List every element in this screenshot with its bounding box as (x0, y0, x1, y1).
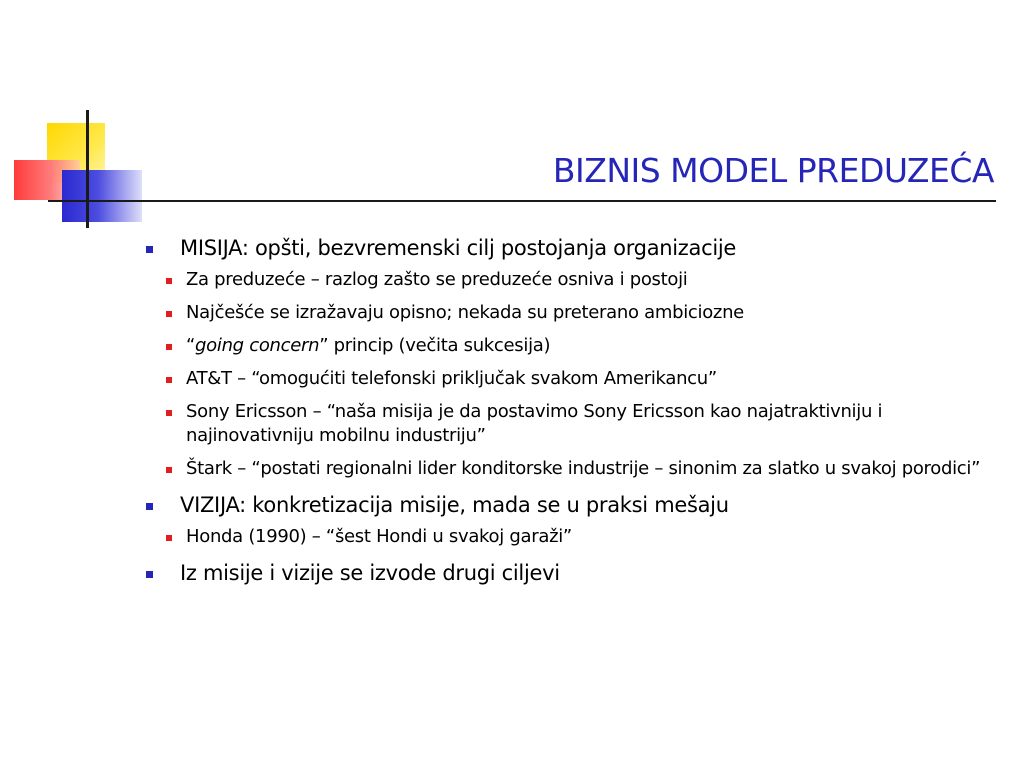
square-bullet-icon (166, 344, 172, 350)
slide-content (140, 234, 1000, 591)
sub-bullet-item (140, 367, 1000, 391)
square-bullet-icon (166, 467, 172, 473)
sub-bullet-text: Honda (1990) – “šest Hondi u svakoj garaži” (186, 526, 572, 547)
sub-bullet-text: Sony Ericsson – “naša misija je da postavimo Sony Ericsson kao najatraktivniju i najinovativniju mobilnu industriju” (186, 401, 883, 446)
square-bullet-icon (166, 311, 172, 317)
sub-bullet-item (140, 400, 1000, 448)
sub-bullet-item (140, 268, 1000, 292)
sub-bullet-text-suffix: ” princip (večita sukcesija) (319, 335, 551, 356)
sub-bullet-text: Štark – “postati regionalni lider konditorske industrije – sinonim za slatko u svakoj porodici” (186, 458, 981, 479)
sub-bullet-item (140, 525, 1000, 549)
blue-square-shape (62, 170, 142, 222)
bullet-misija (140, 234, 1000, 262)
sub-bullet-item (140, 334, 1000, 358)
bullet-vizija (140, 491, 1000, 519)
square-bullet-icon (146, 246, 153, 253)
bullet-text: Iz misije i vizije se izvode drugi ciljevi (180, 561, 560, 585)
sub-bullet-italic-term: going concern (195, 335, 320, 356)
bullet-text: MISIJA: opšti, bezvremenski cilj postojanja organizacije (180, 236, 737, 260)
sub-bullet-text-prefix: “ (186, 335, 196, 356)
title-underline-rule (48, 200, 996, 202)
sub-bullet-text: Najčešće se izražavaju opisno; nekada su preterano ambiciozne (186, 302, 744, 323)
slide-title: BIZNIS MODEL PREDUZEĆA (552, 151, 994, 190)
slide-logo-decoration (0, 0, 160, 240)
sub-bullet-item (140, 457, 1000, 481)
sub-list-container (140, 525, 1000, 549)
vertical-rule (86, 110, 89, 228)
sub-bullet-list (140, 268, 1000, 481)
sub-bullet-list (140, 525, 1000, 549)
square-bullet-icon (166, 377, 172, 383)
bullet-text: VIZIJA: konkretizacija misije, mada se u praksi mešaju (180, 493, 729, 517)
sub-bullet-item (140, 301, 1000, 325)
sub-list-container (140, 268, 1000, 481)
bullet-list (140, 234, 1000, 587)
sub-bullet-text: Za preduzeće – razlog zašto se preduzeće osniva i postoji (186, 269, 688, 290)
square-bullet-icon (166, 278, 172, 284)
square-bullet-icon (146, 571, 153, 578)
bullet-ciljevi (140, 559, 1000, 587)
square-bullet-icon (166, 535, 172, 541)
sub-bullet-text: AT&T – “omogućiti telefonski priključak svakom Amerikancu” (186, 368, 717, 389)
square-bullet-icon (146, 503, 153, 510)
square-bullet-icon (166, 410, 172, 416)
